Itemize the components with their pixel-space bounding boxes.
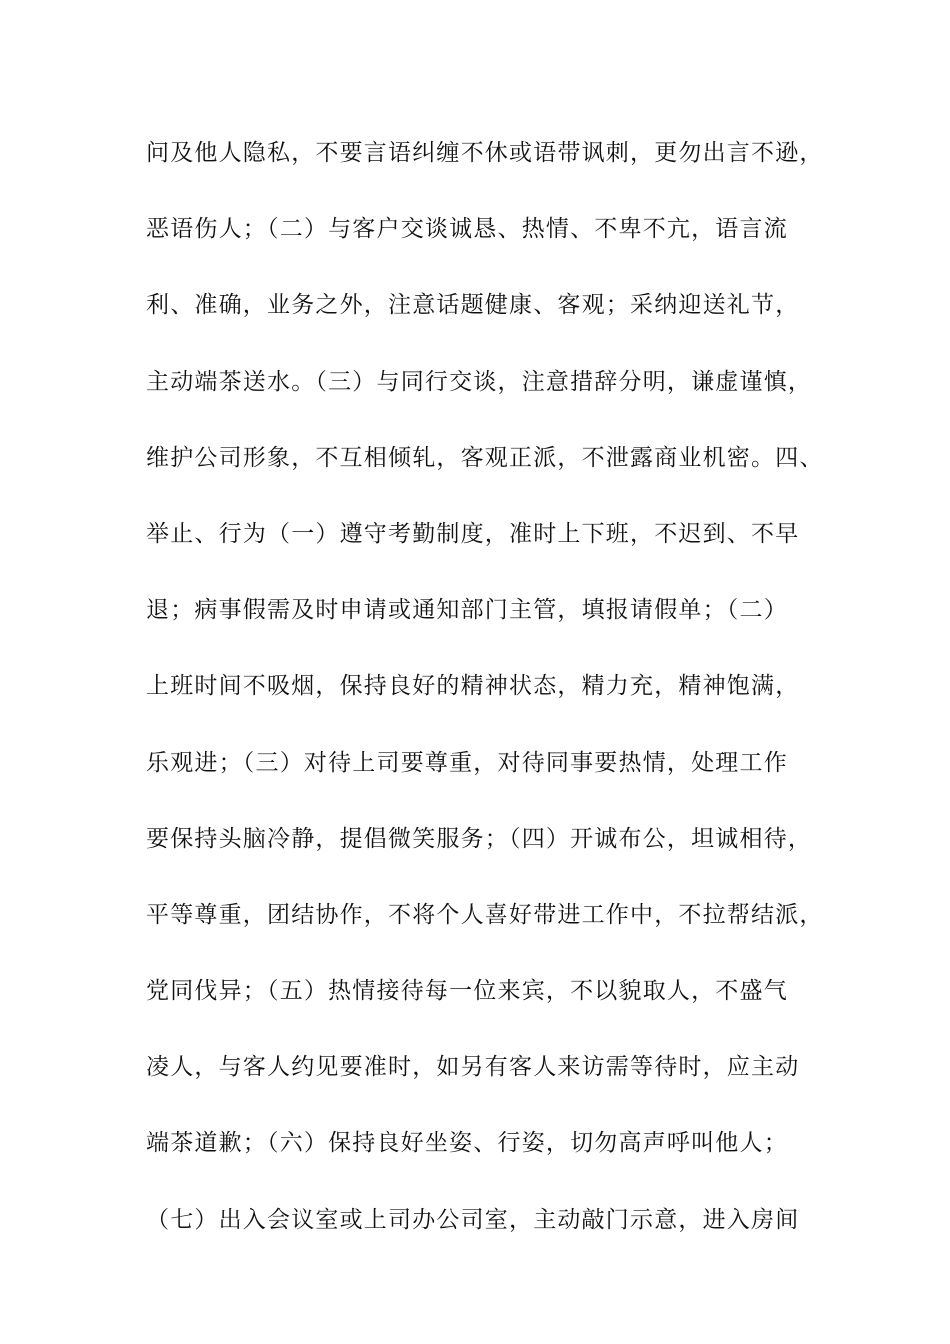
text-line-8: 上班时间不吸烟，保持良好的精神状态，精力充，精神饱满，: [146, 673, 800, 700]
text-line-11: 平等尊重，团结协作，不将个人喜好带进工作中，不拉帮结派，: [146, 901, 824, 928]
text-line-1: 问及他人隐私，不要言语纠缠不休或语带讽刺，更勿出言不逊，: [146, 140, 824, 166]
text-line-2: 恶语伤人；（二）与客户交谈诚恳、热情、不卑不亢，语言流: [146, 216, 788, 243]
text-line-7: 退；病事假需及时申请或通知部门主管，填报请假单；（二）: [146, 597, 788, 624]
text-line-13: 凌人，与客人约见要准时，如另有客人来访需等待时，应主动: [146, 1054, 800, 1081]
text-line-5: 维护公司形象，不互相倾轧，客观正派，不泄露商业机密。四、: [146, 444, 824, 471]
text-line-14: 端茶道歉；（六）保持良好坐姿、行姿，切勿高声呼叫他人；: [146, 1130, 788, 1157]
body-text: [146, 126, 826, 1269]
text-line-3: 利、准确，业务之外，注意话题健康、客观；采纳迎送礼节，: [146, 292, 800, 319]
text-line-9: 乐观进；（三）对待上司要尊重，对待同事要热情，处理工作: [146, 749, 788, 776]
text-line-15: （七）出入会议室或上司办公司室，主动敲门示意，进入房间: [146, 1206, 800, 1233]
text-line-4: 主动端茶送水。（三）与同行交谈，注意措辞分明，谦虚谨慎，: [146, 368, 813, 395]
text-line-12: 党同伐异；（五）热情接待每一位来宾，不以貌取人，不盛气: [146, 978, 788, 1005]
text-line-10: 要保持头脑冷静，提倡微笑服务；（四）开诚布公，坦诚相待，: [146, 825, 813, 852]
text-line-6: 举止、行为（一）遵守考勤制度，准时上下班，不迟到、不早: [146, 520, 800, 547]
